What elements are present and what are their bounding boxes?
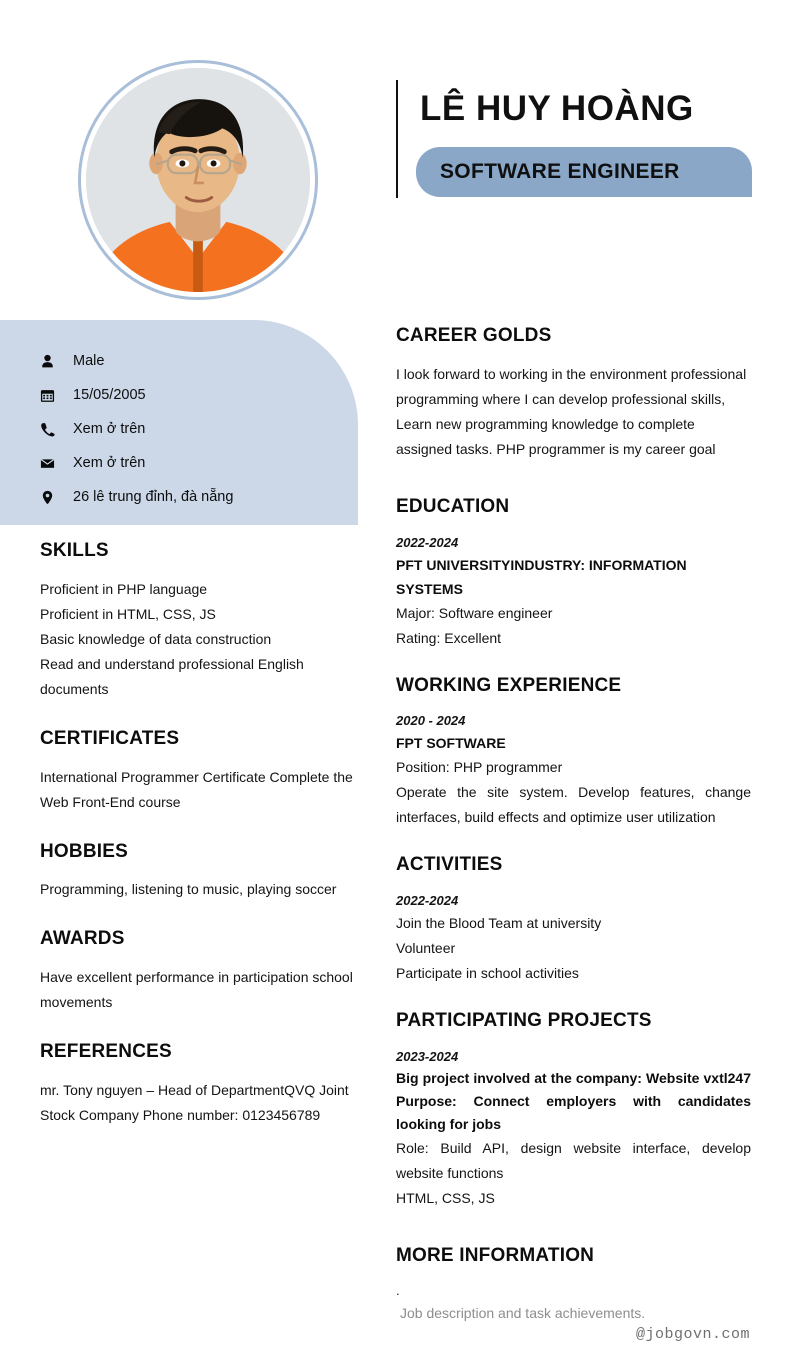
contact-value: Male [73, 352, 105, 369]
project-headline: Big project involved at the company: Website vxtl247 Purpose: Connect employers with candidates looking for jobs [396, 1069, 751, 1132]
section-title: ACTIVITIES [396, 854, 503, 876]
section-working-experience [396, 675, 751, 831]
portrait-illustration [86, 68, 310, 292]
education-date: 2022-2024 [396, 534, 459, 550]
section-title: AWARDS [40, 928, 125, 950]
certificates-text: International Programmer Certificate Complete the Web Front-End course [40, 768, 353, 810]
skill-line: Read and understand professional English documents [40, 655, 304, 697]
experience-description: Operate the site system. Develop features, change interfaces, build effects and optimize user utilization [396, 784, 751, 826]
section-career-golds [396, 325, 751, 462]
project-date: 2023-2024 [396, 1048, 459, 1064]
contact-value: 26 lê trung đỉnh, đà nẵng [73, 488, 234, 505]
phone-icon [40, 422, 62, 437]
career-golds-text: I look forward to working in the environment professional programming where I can develop professional skills, Learn new programming knowledge to complete assigned tasks. PHP programmer is my career goal [396, 365, 747, 457]
spacer [396, 486, 751, 496]
contact-value: Xem ở trên [73, 420, 146, 437]
project-role: Role: Build API, design website interface, develop website functions [396, 1139, 751, 1181]
section-activities [396, 854, 751, 986]
awards-text: Have excellent performance in participation school movements [40, 969, 353, 1011]
education-rating: Rating: Excellent [396, 629, 502, 646]
activity-line: Volunteer [396, 940, 456, 957]
profile-photo-image [86, 68, 310, 292]
section-title: SKILLS [40, 540, 109, 561]
experience-company: FPT SOFTWARE [396, 735, 506, 752]
hobbies-text: Programming, listening to music, playing soccer [40, 881, 337, 898]
name-block [396, 80, 776, 198]
section-more-information [396, 1245, 751, 1326]
contact-item-birthdate [40, 378, 358, 412]
role-label: SOFTWARE ENGINEER [440, 160, 680, 183]
contact-panel [0, 320, 358, 525]
location-icon [40, 490, 62, 505]
contact-value: Xem ở trên [73, 454, 146, 471]
contact-value: 15/05/2005 [73, 386, 146, 403]
role-badge [416, 147, 752, 197]
skill-line: Basic knowledge of data construction [40, 630, 272, 647]
site-watermark: @jobgovn.com [635, 1326, 750, 1343]
section-title: HOBBIES [40, 840, 128, 862]
experience-date: 2020 - 2024 [396, 713, 466, 729]
education-institution: PFT UNIVERSITYINDUSTRY: INFORMATION SYSTEMS [396, 556, 687, 597]
activity-line: Participate in school activities [396, 965, 579, 982]
contact-item-gender [40, 344, 358, 378]
section-title: WORKING EXPERIENCE [396, 674, 622, 696]
spacer [396, 1235, 751, 1245]
page-title: LÊ HUY HOÀNG [420, 89, 694, 128]
contact-item-phone [40, 412, 358, 446]
person-icon [40, 354, 62, 369]
section-certificates [40, 728, 360, 815]
section-title: REFERENCES [40, 1041, 172, 1063]
contact-item-email [40, 446, 358, 480]
profile-photo [78, 60, 318, 300]
left-column [40, 540, 360, 1128]
section-awards [40, 928, 360, 1015]
section-title: CAREER GOLDS [396, 325, 552, 346]
section-skills [40, 540, 360, 702]
section-title: EDUCATION [396, 495, 510, 517]
skill-line: Proficient in PHP language [40, 580, 208, 597]
experience-position: Position: PHP programmer [396, 759, 563, 776]
skill-line: Proficient in HTML, CSS, JS [40, 605, 216, 622]
more-information-dot: . [396, 1282, 400, 1298]
section-participating-projects [396, 1010, 751, 1211]
section-hobbies [40, 841, 360, 903]
cv-header [0, 0, 790, 320]
calendar-icon [40, 388, 62, 403]
more-information-placeholder: Job description and task achievements. [400, 1304, 646, 1321]
section-title: PARTICIPATING PROJECTS [396, 1010, 652, 1032]
section-references [40, 1041, 360, 1128]
project-stack: HTML, CSS, JS [396, 1189, 495, 1206]
section-title: MORE INFORMATION [396, 1244, 595, 1266]
mail-icon [40, 456, 62, 471]
activities-date: 2022-2024 [396, 893, 459, 909]
right-column [396, 325, 751, 1350]
references-text: mr. Tony nguyen – Head of DepartmentQVQ Joint Stock Company Phone number: 0123456789 [40, 1081, 349, 1123]
section-title: CERTIFICATES [40, 727, 180, 749]
contact-item-address [40, 480, 358, 514]
education-major: Major: Software engineer [396, 604, 553, 621]
section-education [396, 496, 751, 651]
activity-line: Join the Blood Team at university [396, 915, 602, 932]
